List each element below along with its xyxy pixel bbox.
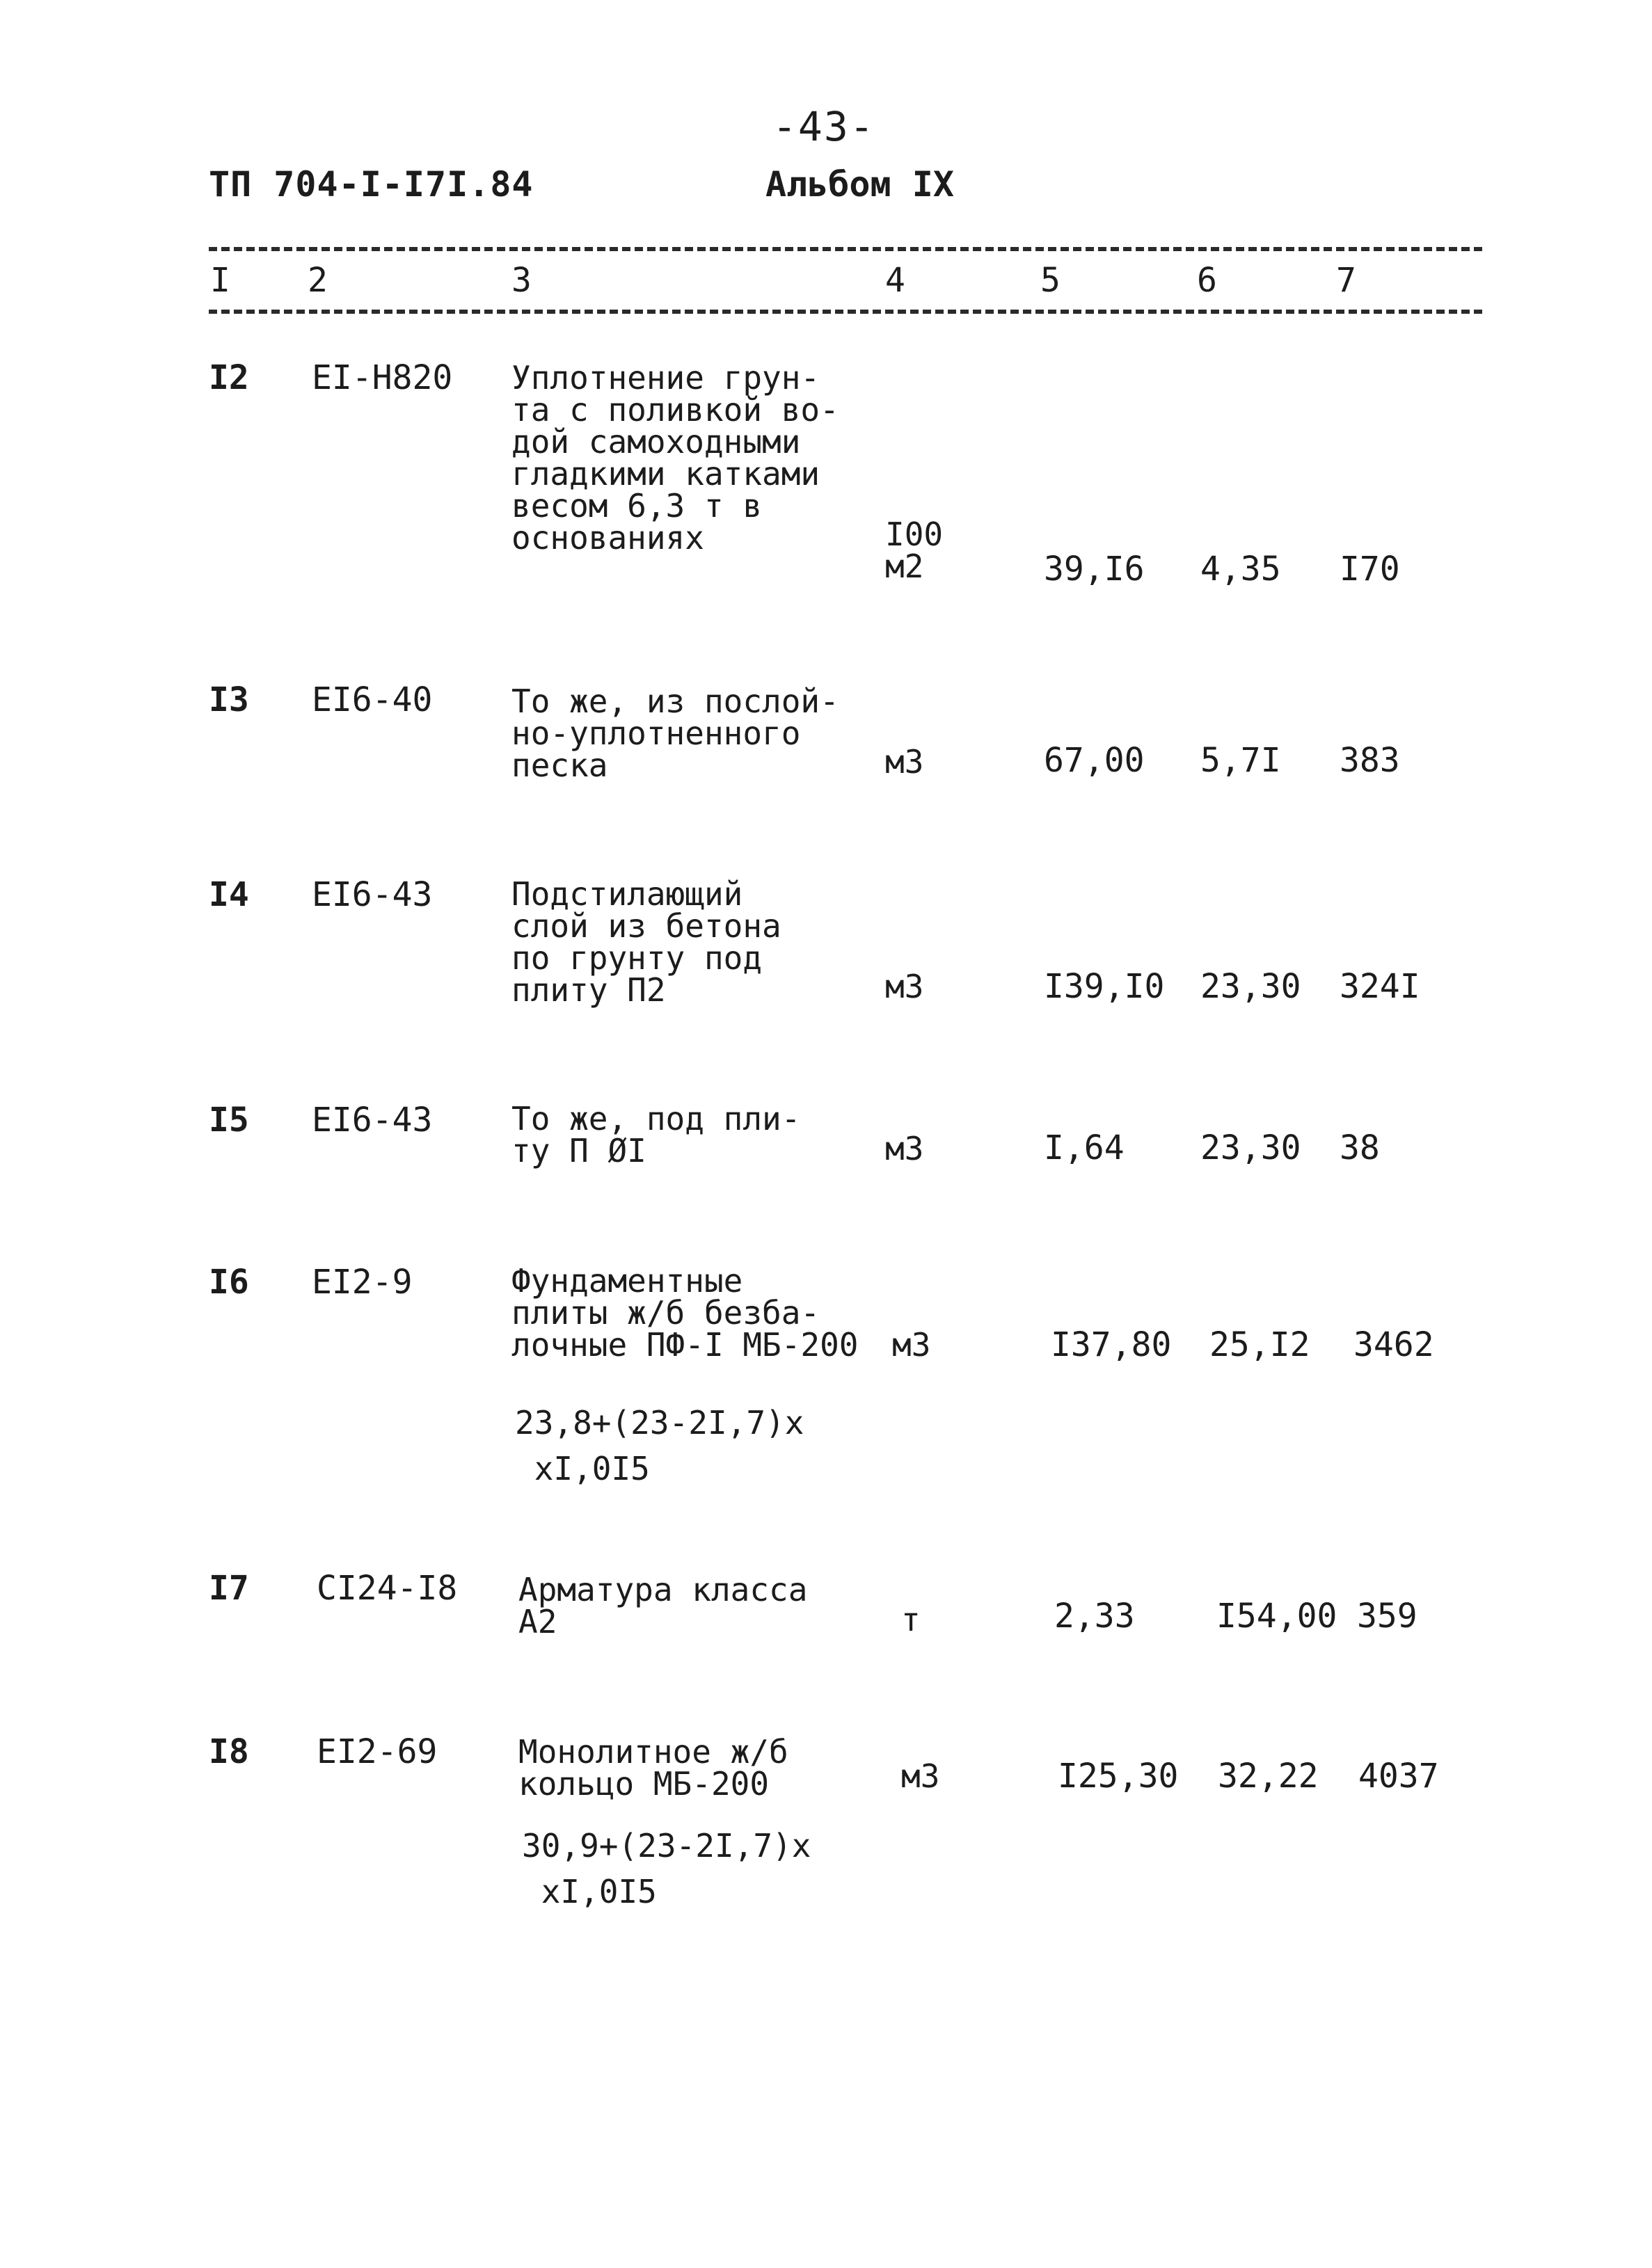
row-unit: м3 [885,1130,924,1167]
header-rule-top [209,247,1482,251]
row-unit: т [901,1601,921,1638]
row-unit-cost: I54,00 [1216,1597,1337,1636]
row-description: Монолитное ж/б кольцо МБ-200 [518,1733,788,1803]
page-number: -43- [772,103,875,150]
row-unit-cost: 5,7I [1200,741,1281,780]
row-number: I7 [209,1569,249,1608]
row-formula: 30,9+(23-2I,7)x xI,0I5 [522,1827,811,1910]
row-unit-cost: 23,30 [1200,967,1301,1006]
row-code: CI24-I8 [317,1569,458,1608]
row-formula: 23,8+(23-2I,7)x xI,0I5 [515,1404,804,1487]
row-quantity: 39,I6 [1044,550,1145,589]
row-quantity: I39,I0 [1044,967,1165,1006]
row-unit: м3 [885,743,924,781]
row-code: EI6-40 [312,680,433,719]
row-quantity: 67,00 [1044,741,1145,780]
column-number-2: 2 [308,261,328,300]
row-total: 324I [1340,967,1420,1006]
header-rule-bottom [209,310,1482,314]
column-number-4: 4 [885,261,905,300]
column-number-3: 3 [511,261,532,300]
column-number-1: I [210,261,230,300]
row-number: I3 [209,680,249,719]
row-unit: м3 [892,1326,931,1364]
row-total: 383 [1340,741,1400,780]
column-number-5: 5 [1040,261,1061,300]
row-unit: м3 [901,1757,940,1795]
row-unit-cost: 32,22 [1218,1757,1319,1796]
row-description: Фундаментные плиты ж/б безба- лочные ПФ-I МБ-200 [511,1262,859,1364]
row-number: I5 [209,1101,249,1140]
row-description: Подстилающий слой из бетона по грунту под плиту П2 [511,875,781,1009]
row-total: 359 [1357,1597,1417,1636]
row-code: EI-H820 [312,358,453,397]
row-unit: м3 [885,968,924,1005]
album-label: Альбом IX [765,164,954,205]
row-code: EI6-43 [312,1101,433,1140]
row-quantity: I,64 [1044,1128,1125,1167]
row-total: 38 [1340,1128,1380,1167]
column-number-7: 7 [1336,261,1356,300]
row-total: 4037 [1358,1757,1439,1796]
row-description: То же, под пли- ту П ØI [511,1100,801,1169]
row-unit-cost: 4,35 [1200,550,1281,589]
row-code: EI2-69 [317,1732,438,1771]
row-number: I2 [209,358,249,397]
row-number: I4 [209,875,249,914]
row-code: EI6-43 [312,875,433,914]
row-code: EI2-9 [312,1263,413,1302]
row-quantity: I25,30 [1058,1757,1179,1796]
row-description: Арматура класса А2 [518,1571,808,1640]
row-unit-cost: 25,I2 [1209,1325,1310,1364]
row-number: I8 [209,1732,249,1771]
row-description: Уплотнение грун- та с поливкой во- дой самоходными гладкими катками весом 6,3 т в основаниях [511,359,839,557]
row-quantity: 2,33 [1054,1597,1135,1636]
row-quantity: I37,80 [1051,1325,1172,1364]
document-code: ТП 704-I-I7I.84 [209,164,534,205]
row-unit-cost: 23,30 [1200,1128,1301,1167]
row-total: I70 [1340,550,1400,589]
column-number-6: 6 [1197,261,1217,300]
row-unit: I00 м2 [885,516,944,585]
row-total: 3462 [1353,1325,1434,1364]
row-description: То же, из послой- но-уплотненного песка [511,682,839,784]
row-number: I6 [209,1263,249,1302]
